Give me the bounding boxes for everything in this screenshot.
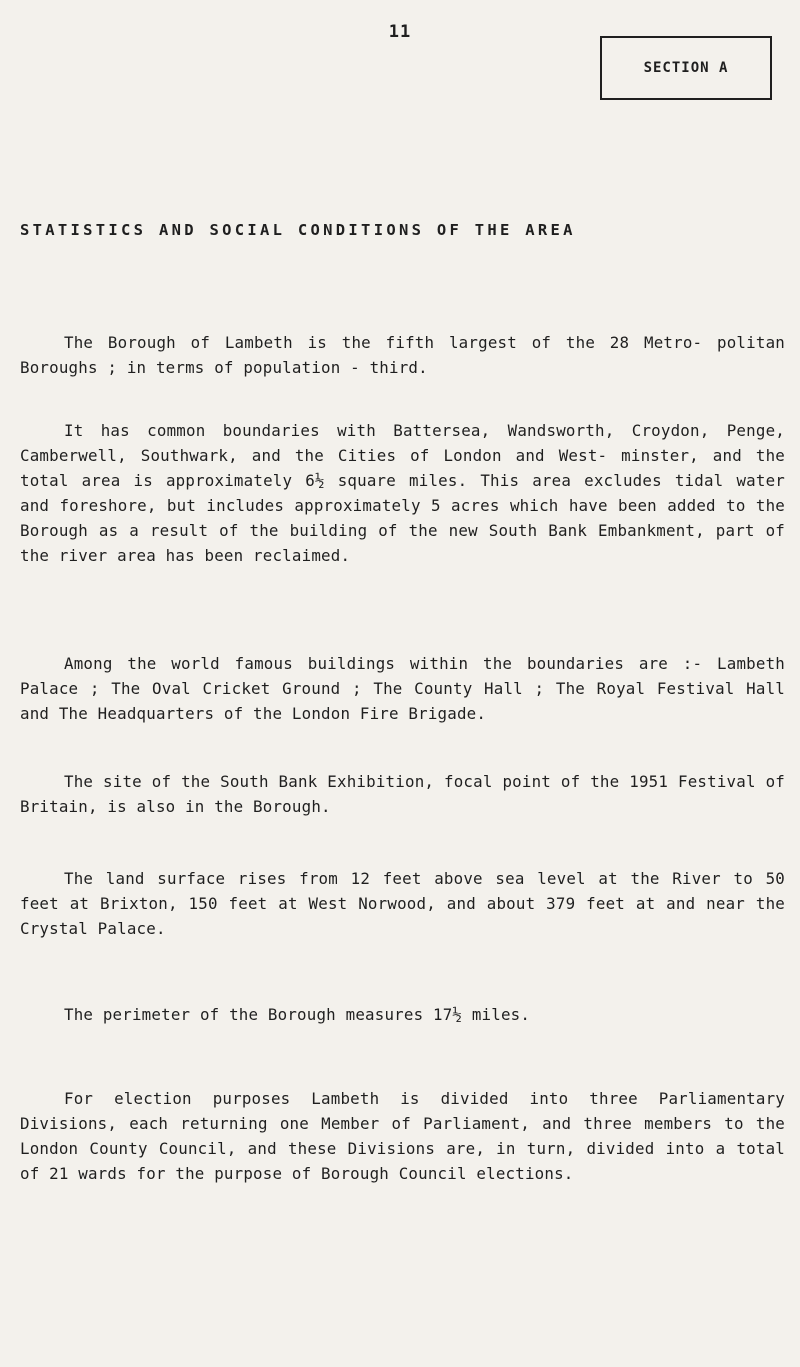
paragraph-boundaries: It has common boundaries with Battersea, Wandsworth, Croydon, Penge, Camberwell, Southwark, and the Cities of London and West- minster, and the total area is approximately 6½ square miles. This area excludes tidal water and foreshore, but includes approximately 5 acres which have been added to the Borough as a result of the building of the new South Bank Embankment, part of the river area has been reclaimed.	[20, 421, 785, 565]
paragraph-election-divisions: For election purposes Lambeth is divided into three Parliamentary Divisions, each returning one Member of Parliament, and three members to the London County Council, and these Divisions are, in turn, divided into a total of 21 wards for the purpose of Borough Council elections.	[20, 1089, 785, 1183]
section-label: SECTION A	[643, 60, 729, 76]
section-label-box	[600, 36, 772, 100]
paragraph-land-surface: The land surface rises from 12 feet above sea level at the River to 50 feet at Brixton, 150 feet at West Norwood, and about 379 feet at and near the Crystal Palace.	[20, 869, 785, 938]
page-heading: STATISTICS AND SOCIAL CONDITIONS OF THE AREA	[20, 221, 576, 239]
paragraph-perimeter: The perimeter of the Borough measures 17½ miles.	[64, 1005, 531, 1024]
paragraph-famous-buildings: Among the world famous buildings within the boundaries are :- Lambeth Palace ; The Oval Cricket Ground ; The County Hall ; The Royal Festival Hall and The Headquarters of the London Fire Brigade.	[20, 654, 785, 723]
page-number: 11	[388, 22, 412, 42]
paragraph-borough-size: The Borough of Lambeth is the fifth largest of the 28 Metro- politan Boroughs ; in terms of population - third.	[20, 333, 785, 377]
paragraph-south-bank-exhibition: The site of the South Bank Exhibition, focal point of the 1951 Festival of Britain, is also in the Borough.	[20, 772, 785, 816]
